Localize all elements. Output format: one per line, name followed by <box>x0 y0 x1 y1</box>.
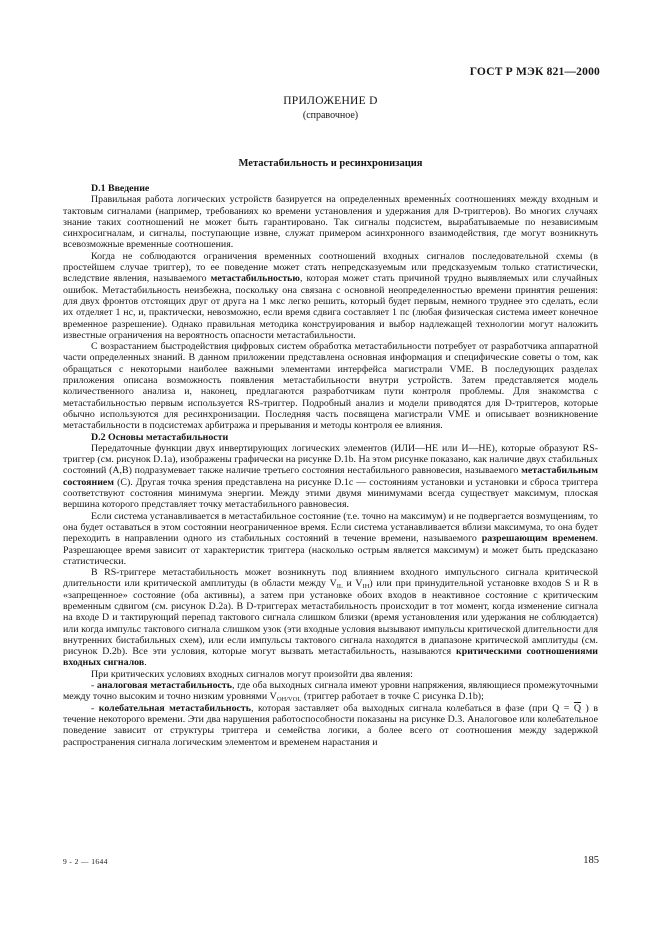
heading-d2: D.2 Основы метастабильности <box>91 431 229 443</box>
d1-paragraph-2: Когда не соблюдаются ограничения временных соотношений входных сигналов последовательной схемы (в простейшем случае триггер), то ее поведение может стать непредсказуемым или предсказуемым только статистически, вследствие явления, называемого метастабильностью, которая может стать причиной трудно выявляемых или случайных ошибок. Метастабильность неизбежна, поскольку она связана с основной неопределенностью времени принятия решения: для двух фронтов отстоящих друг от друга на 1 мкс легко решить, который будет первым, немного труднее это сделать, если их отделяет 1 нс, и, практически, невозможно, если время сдвига составляет 1 пс (любая физическая система имеет конечное временное разрешение). Однако правильная методика конструирования и выбор надлежащей технологии могут наложить известные ограничения на вероятность опасности метастабильности. <box>63 250 598 341</box>
annex-subtitle: (справочное) <box>302 110 359 121</box>
term-metastable-state: метастабильным состоянием <box>63 465 598 488</box>
heading-d1: D.1 Введение <box>91 183 150 194</box>
d2-paragraph-4: При критических условиях входных сигналов могут произойти два явления: <box>91 668 413 680</box>
document-body <box>63 183 598 748</box>
term-resolution-time: разрешающим временем <box>481 533 596 545</box>
d1-paragraph-3: С возрастанием быстродействия цифровых систем обработка метастабильности потребует от разработчика аппаратной части определенных знаний. В данном приложении представлена основная информация и специфические советы о том, как обращаться с некоторыми наиболее важными элементами интерфейса магистрали VME. В последующих разделах приложения описана возможность появления метастабильности внутри устройств. Затем представляется модель количественного анализа и, наконец, предлагаются разработчикам пути контроля проблемы. Для знакомства с метастабильностью первым используется RS-триггер. Подробный анализ и модели приводятся для D-триггеров, которые обычно используются для ресинхронизации. Последняя часть посвящена магистрали VME и описывает возникновение метастабильности в подсистемах арбитража и прерывания и методы контроля ее влияния. <box>63 341 598 432</box>
d2-paragraph-2: Если система устанавливается в метастабильное состояние (т.е. точно на максимум) и не подвергается возмущениям, то она будет оставаться в этом состоянии неограниченное время. Если система устанавливается вблизи максимума, то она будет переходить в направлении одного из стабильных состояний в течение времени, называемого разрешающим временем. Разрешающее время зависит от характеристик триггера (насколько острым является максимум) и может быть предсказано статистически. <box>63 510 599 567</box>
term-critical-input-relations: критическими соотношениями входных сигналов <box>63 646 598 669</box>
d2-list-item-1: - аналоговая метастабильность, где оба выходных сигнала имеют уровни напряжения, являющиеся промежуточными между точно высоким и точно низким уровнями $V_{OH/VOL}$ (триггер работает в точке С рисунка D.1b); <box>63 680 598 704</box>
term-metastability: метастабильностью <box>210 273 300 285</box>
standard-header: ГОСТ Р МЭК 821—2000 <box>469 66 600 78</box>
section-title: Метастабильность и ресинхронизация <box>238 158 423 169</box>
page-number: 185 <box>583 855 599 866</box>
d2-paragraph-1: Передаточные функции двух инвертирующих логических элементов (ИЛИ—НЕ или И—НЕ), которые образуют RS-триггер (см. рисунок D.1a), изображены графически на рисунке D.1b. На этом рисунке показано, как наличие двух стабильных состояний (A,B) подразумевает также наличие третьего состояния нестабильного равновесия, называемого метастабильным состоянием (C). Другая точка зрения представлена на рисунке D.1c — состояниям установки и установки и сброса триггера соответствуют состояния минимума энергии. Между этими двумя минимумами всегда существует максимум, плоская вершина которого представляет точку метастабильного равновесия. <box>63 442 598 511</box>
d2-paragraph-3: В RS-триггере метастабильность может возникнуть под влиянием входного импульсного сигнала критической длительности или критической амплитуды (в области между $V_{IL}$ и $V_{IH}$) или при принудительной установке входов S и R в «запрещенное» состояние (оба активны), а затем при установке обоих входов в неактивное состояние с критическим временным сдвигом (см. рисунок D.2a). В D-триггерах метастабильность происходит в тот момент, когда изменение сигнала на входе D и тактирующий перепад тактового сигнала слишком близки (время установления или удержания не соблюдается) или когда импульс тактового сигнала слишком узок (эти входные условия вызывают импульсы критической длительности для внутренних бистабильных схем), или если импульсы тактового сигнала находятся в диапазоне критической амплитуды (см. рисунок D.2b). Все эти условия, которые могут вызвать метастабильность, называются критическими соотношениями входных сигналов. <box>63 567 598 669</box>
d2-list-item-2: - колебательная метастабильность, которая заставляет оба выходных сигнала колебаться в фазе (при $Q = \overline{Q}$ ) в течение некоторого времени. Эти два нарушения работоспособности показаны на рисунке D.3. Аналоговое или колебательное поведение зависит от структуры триггера и семейства логики, а более всего от соотношения между задержкой распространения сигнала логическим элементом и временем нарастания и <box>63 702 598 748</box>
annex-title: ПРИЛОЖЕНИЕ D <box>283 95 378 107</box>
print-code: 9 - 2 — 1644 <box>63 857 108 866</box>
d1-paragraph-1: Правильная работа логических устройств базируется на определенных временны́х соотношениях между входным и тактовым сигналами (например, требованиях ко времени установления и удержания для D-триггеров). Во многих случаях знание таких соотношений не может быть гарантировано. Так сигналы подсистем, вырабатываемые по независимым синхросигналам, и сигналы, поступающие извне, служат примером асинхронного взаимодействия, где могут возникнуть всевозможные временные соотношения. <box>63 194 598 251</box>
